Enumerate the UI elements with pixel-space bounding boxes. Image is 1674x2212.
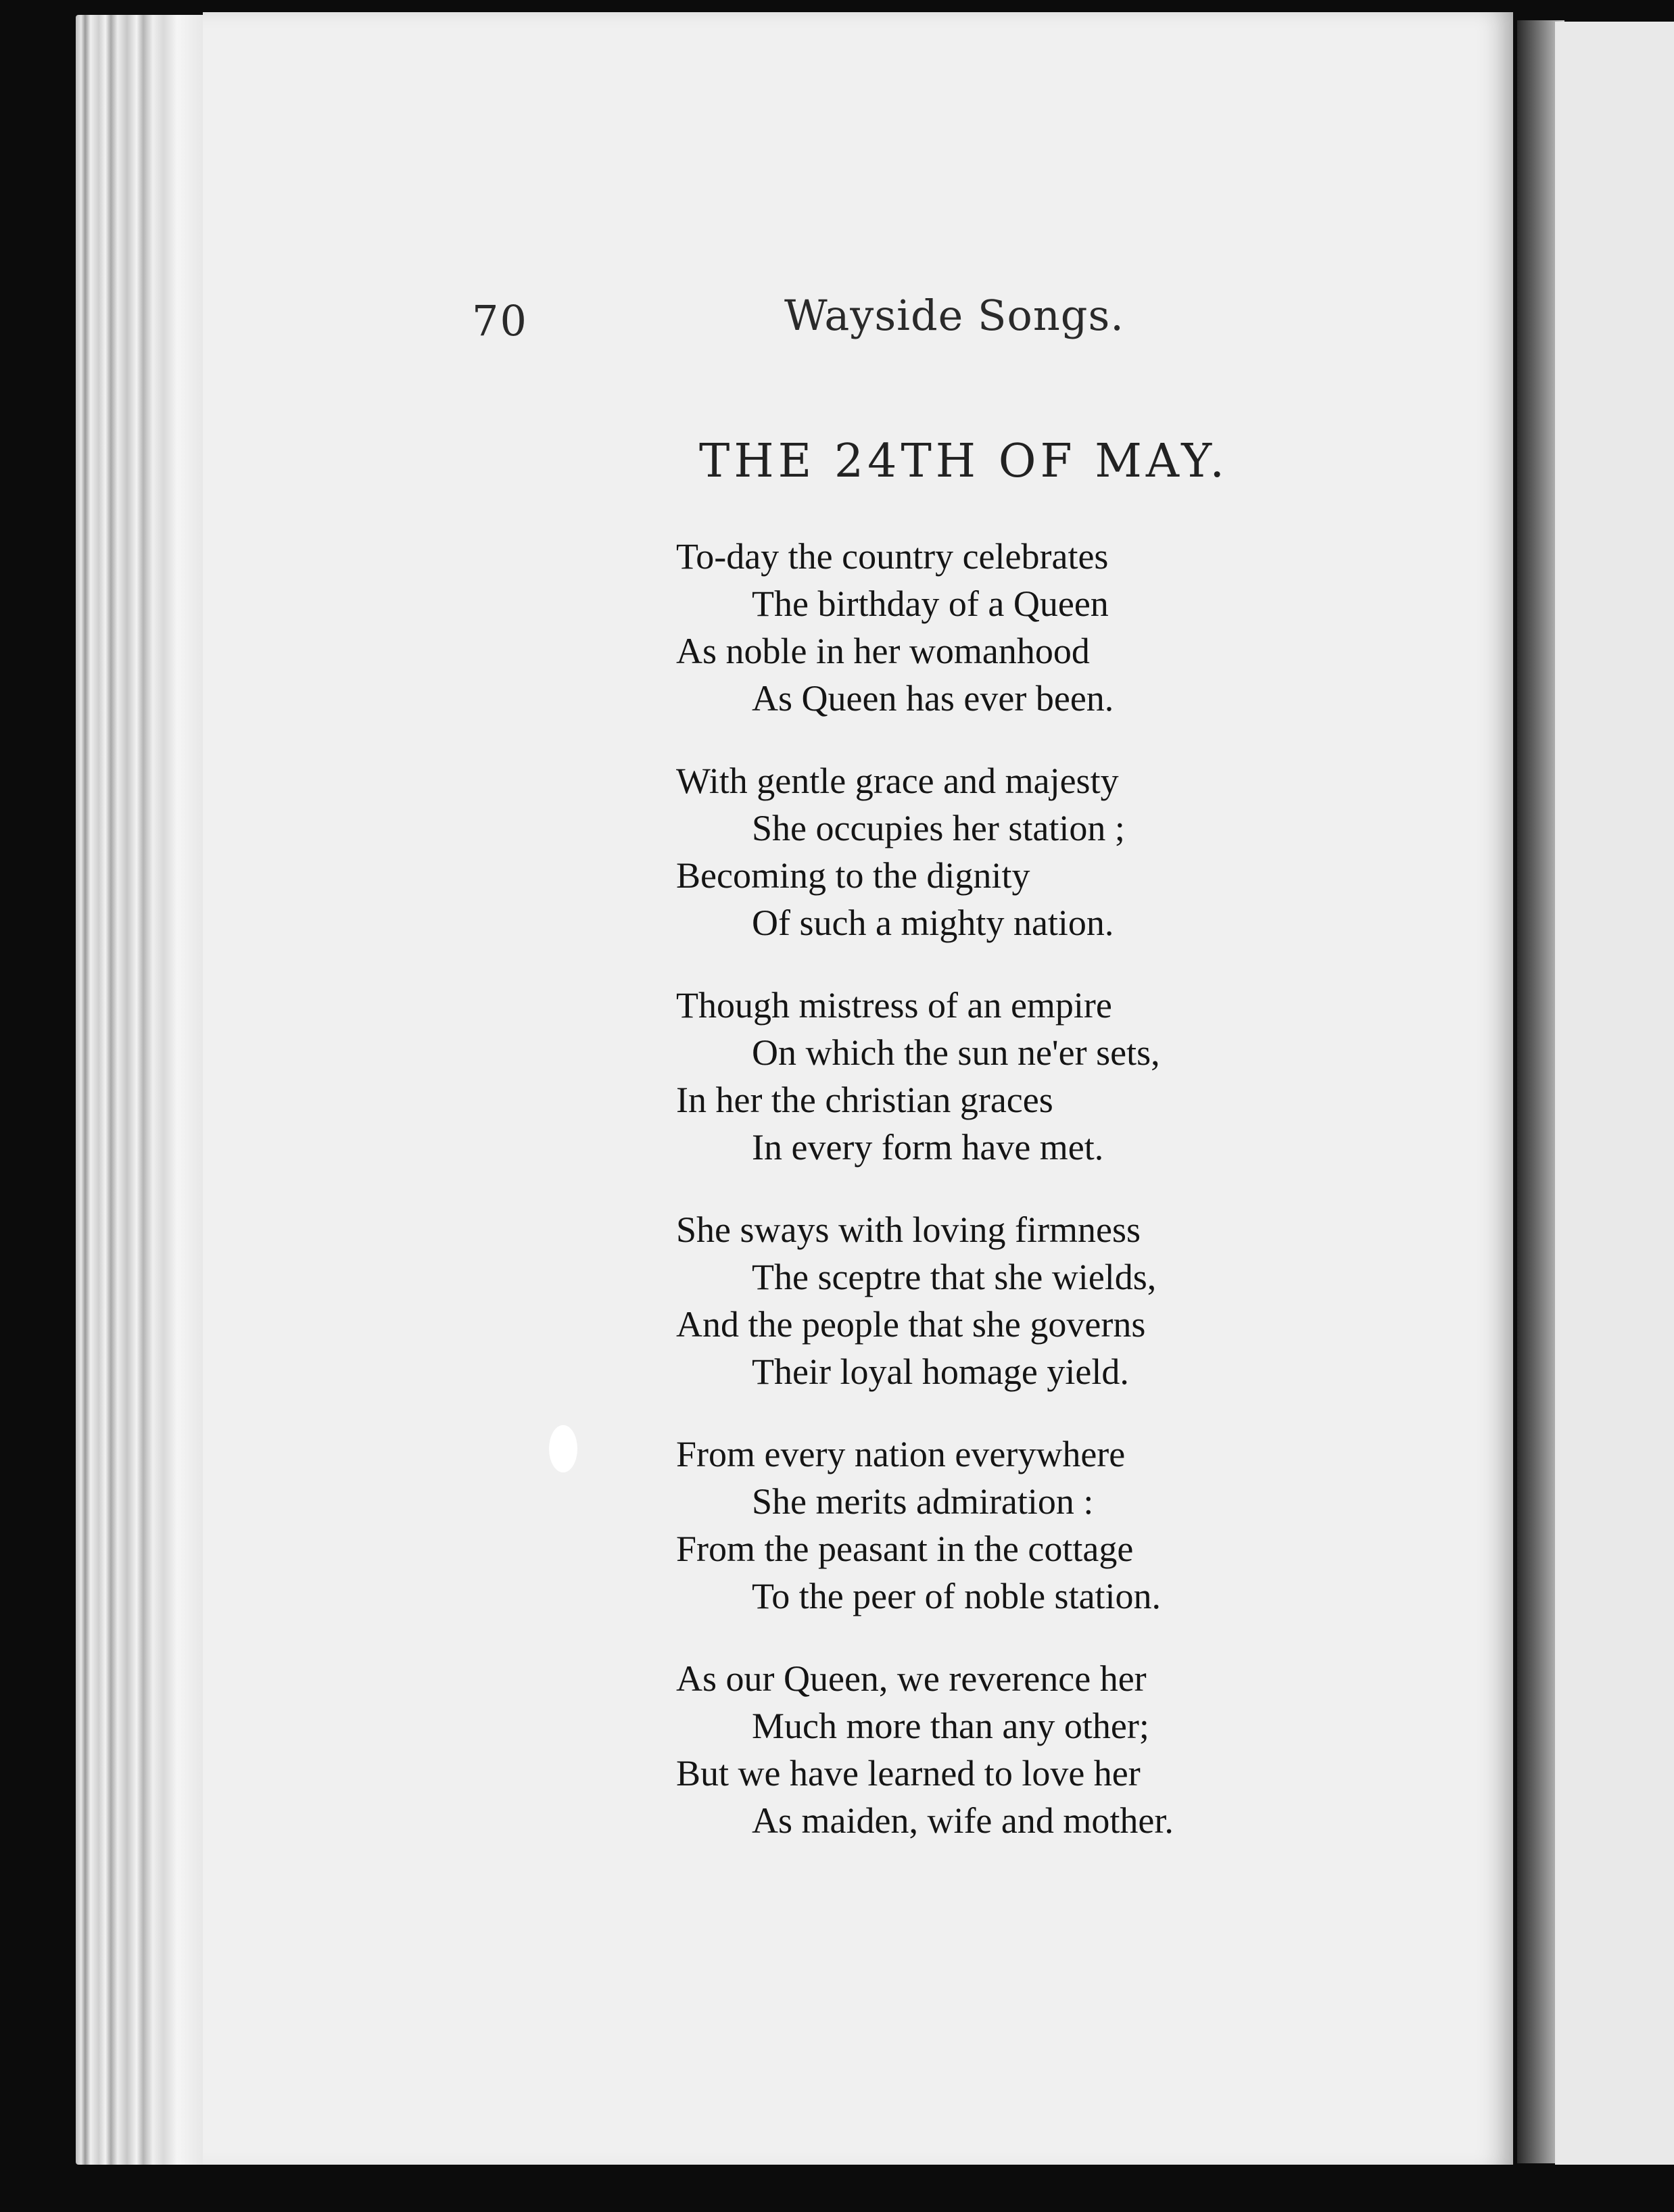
poem-line: Becoming to the dignity	[676, 855, 1030, 896]
poem-line: Much more than any other;	[752, 1706, 1149, 1746]
stanza	[676, 533, 1487, 722]
stanza	[676, 1655, 1487, 1844]
stanza	[676, 1430, 1487, 1620]
poem-line: Their loyal homage yield.	[752, 1351, 1129, 1392]
stanza	[676, 757, 1487, 946]
poem-line: To the peer of noble station.	[752, 1576, 1162, 1616]
running-head: Wayside Songs.	[784, 291, 1125, 340]
poem-line: The sceptre that she wields,	[752, 1257, 1157, 1297]
poem-line: From every nation everywhere	[676, 1434, 1126, 1474]
book-page	[203, 12, 1513, 2169]
stanza	[676, 982, 1487, 1171]
poem-line: Of such a mighty nation.	[752, 903, 1114, 943]
poem-line: Though mistress of an empire	[676, 985, 1112, 1026]
poem-line: As our Queen, we reverence her	[676, 1658, 1147, 1699]
scan-border	[76, 2165, 1674, 2212]
poem-body	[676, 533, 1487, 1879]
poem-line: With gentle grace and majesty	[676, 761, 1119, 801]
poem-line: But we have learned to love her	[676, 1753, 1141, 1794]
poem-line: She sways with loving firmness	[676, 1209, 1141, 1250]
facing-page-edge	[1555, 22, 1674, 2165]
poem-line: As noble in her womanhood	[676, 631, 1090, 671]
page-number: 70	[472, 296, 528, 345]
poem-title: THE 24TH OF MAY.	[699, 435, 1228, 488]
poem-line: In her the christian graces	[676, 1080, 1053, 1120]
poem-line: As Queen has ever been.	[752, 678, 1114, 719]
paper-blemish	[549, 1425, 577, 1472]
poem-line: On which the sun ne'er sets,	[752, 1032, 1160, 1073]
stanza	[676, 1206, 1487, 1395]
poem-line: In every form have met.	[752, 1127, 1104, 1168]
poem-line: And the people that she governs	[676, 1304, 1146, 1345]
poem-line: To-day the country celebrates	[676, 536, 1109, 577]
poem-line: She merits admiration :	[752, 1481, 1094, 1522]
poem-line: She occupies her station ;	[752, 808, 1125, 848]
poem-line: The birthday of a Queen	[752, 583, 1109, 624]
poem-line: From the peasant in the cottage	[676, 1529, 1134, 1569]
poem-line: As maiden, wife and mother.	[752, 1800, 1174, 1841]
